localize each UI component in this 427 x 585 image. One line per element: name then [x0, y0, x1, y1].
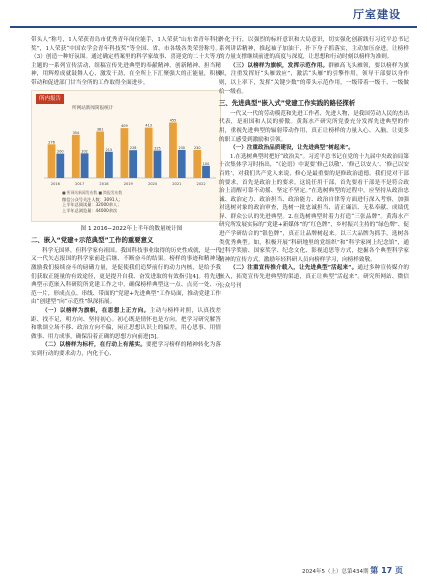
chart-title: 所网站新闻简报统计 [72, 105, 114, 111]
x-tick-label: 2016 [50, 181, 60, 186]
x-tick-label: 2021 [172, 181, 182, 186]
bar-value-label: 200 [57, 149, 64, 154]
paragraph-body: 通过多种宣传媒介的嵌入，拓宽宣传先进典型的渠道，真正让典型“活起来”。研究所网站、微信公众号刊 [219, 265, 409, 289]
bar-value-label: 276 [48, 139, 55, 144]
bar-news-2022 [193, 150, 201, 178]
right-column [219, 36, 409, 290]
figure-caption: 图 1 2016−2022年上半年的数量统计图 [80, 225, 183, 232]
bar-value-label: 230 [178, 145, 185, 150]
bar-news-2021 [169, 122, 177, 178]
figure-tag: 所内报告 [36, 94, 64, 105]
paragraph-body: 要把学习榜样的精神转化为落实到行动的要求动力，内化于心、 [31, 342, 221, 357]
chart-legend: ■ 所网站新闻发布数 ■ 简报发布数 [62, 189, 123, 195]
section-heading: 三、先进典型“嵌入式”党建工作实践的路径探析 [219, 99, 356, 108]
x-tick-label: 2020 [147, 181, 158, 186]
bar-news-2018 [96, 131, 104, 177]
bar-value-label: 202 [81, 148, 88, 153]
bar-briefing-2021 [178, 150, 186, 178]
bar-value-label: 225 [154, 146, 161, 151]
bar-value-label: 354 [72, 130, 80, 135]
bar-value-label: 413 [145, 123, 152, 128]
stat-line: 上半年总浏览量：44000余次 [62, 207, 118, 213]
paragraph-body: 群雁高飞头雁领，要以榜样为旗帜，注重发挥好“头雁效应”，激活“头雁”的引擎作用，领导干部要以身作则，以上率下，发挥“关键少数”的带头示范作用，一级带着一级干、一级做给一级看。 [219, 62, 409, 95]
bar-news-2017 [72, 134, 80, 177]
bar-briefing-2016 [56, 153, 64, 177]
paragraph: 科学无国界，但科学家有祖国。我国科技事业取得的历史性成就，是一代又一代矢志报国的科学家前赴后继、不断奋斗的结果。榜样的事迹和精神是激励我们接续奋斗的磅礴力量，是促使我们追梦前行的动力内核，是给予我们获取正能量的有效途径，更是提升自我、奋发进取的有效指引[4]。将先进典型示范嵌入科研院所党建工作之中，确保榜样典型这一点、点亮一处、示范一片，形成点点、串线、带面的“党建+先进典型”工作局面，推动党建工作由“创建型”向“示范性”纵深拓展。 [31, 247, 222, 306]
paragraph-lead: （三）以榜样为旗帜，发挥示范作用。 [230, 62, 329, 69]
page-footer [302, 565, 403, 576]
paragraph-lead: （一）注重政治品质建设，让先进典型“树起来”。 [230, 145, 354, 152]
x-tick-label: 2017 [75, 181, 85, 186]
issue-info: 2024年5（上）总第434期 [302, 569, 369, 575]
bar-briefing-2017 [81, 153, 89, 178]
bar-value-label: 228 [129, 145, 137, 150]
bar-value-label: 100 [202, 161, 210, 166]
section-title: 厅室建设 [353, 8, 401, 21]
paragraph [31, 341, 221, 358]
paragraph-body: 主动与榜样对照，认真找差距、找不足，明方向、坚持初心。初心既是情怀也是方向。把学习研究解答和歌颂立场不移、政治方向不偏，闲正思想认识上的偏差，用心思事、用情做事、用力成事，确保沿着正确的思想方向前进[5]。 [31, 307, 221, 340]
paragraph [31, 307, 221, 341]
bar-value-label: 455 [169, 118, 177, 123]
bar-briefing-2018 [105, 151, 113, 177]
bar-chart [36, 111, 218, 187]
page-number: 第 17 页 [370, 566, 403, 575]
bar-value-label: 215 [105, 147, 113, 152]
bar-news-2016 [48, 144, 56, 178]
paragraph: 带头人”称号，1人荣获青岛市优秀青年岗位能手，1人荣获“山东省青年科技奖”，1人荣获“中国农学会青年科技奖”等全国、省、市各级各类荣誉称号。（3）创造一种好氛围。通过确定档案里的科学家故事、喜迎党的二十大等方主题的一系列宣传活动，组稿宣传先进典型的奉献精神、创新精神、担当精神，用辉煌成就鼓舞人心、激发干劲，在全所上下汇聚强大的正能量，积极带动和促进部门甘当全所的工作取得全面进步。 [31, 37, 221, 86]
paragraph-lead: （二）以榜样为标杆，在行动上有落实。 [42, 342, 147, 349]
x-tick-label: 2019 [123, 181, 133, 186]
section-heading: 二、嵌入“党建+示范典型”工作的重要意义 [31, 236, 154, 245]
paragraph: 外化于行，以强烈的标杆意识和大局意识，切实强化创新践行习近平总书记系列讲话精神，推起袖子加油干，扑下身子抓落实，主动加压奋进，让榜样的力量支撑继续前进的高度与深度，让思想和行动时刻以榜样为准则。 [219, 37, 409, 61]
paragraph-lead: （二）注重宣传推介载入，让先进典型“活起来”。 [230, 265, 358, 272]
paragraph: 1.在选树典型时把好“政治关”。习近平总书记在党的十九届中央政治局第十次集体学习时指出，“《论语》中说要‘修己以敬’、‘修己以安人’、‘修己以安百姓’，对我们共产党人来说，修心是最重要的是修政治道德。我们党对干部的要求，首先是政治上的要求。这说任用干部，首先要看干部是不是符合政治上清醒可靠不动摇、坚定不坚定。”在选树典型的过程中，应坚持从政治忠诚、政治定力、政治担当、政治能力、政治自律等方面进行深入考察，加强对选树对象的政治审查，选树一批忠诚担当、清正廉洁、无私奉献、成绩优异、群众公认的先进典型。2.在选树典型时着力打造“三张品牌”。黄海水产研究所发展实际的“党建+新媒体”的“红色牌”，乡村振兴主持的“绿色牌”、促进产学研结合的“银色牌”，真正让品牌树起来。以三大品牌为抓手，选树各类优秀典型。如，积极开展“科研地里的党组织”和“科学家网上纪念馆”，通过科学奖励、国家奖学、纪念文化、影视追思等方式，挖掘各个典型科学家精神的宣传方式，激励年轻科研人员向榜样学习，向榜样致敬。 [219, 153, 409, 263]
stat-line: 微信公众号关注人数：3091人； [62, 196, 123, 202]
statistics-figure [31, 90, 221, 222]
paragraph: 一代又一代的劳动模范和先进工作者、先进人物，是我国劳动人民的杰出代表，是祖国和人民的骄傲。黄海水产研究所党委充分发挥先进典型的作用，重视先进典型的辐射带动作用，真正让榜样的力量入心、入脑，让更多的职工感受到激励和引领。 [219, 110, 410, 143]
x-tick-label: 2022 [196, 181, 206, 186]
header-rule [10, 26, 417, 28]
paragraph [219, 62, 409, 96]
bar-news-2020 [145, 127, 153, 177]
paragraph-lead: （一）以榜样为旗帜，在思想上正方向。 [42, 307, 150, 314]
bar-value-label: 409 [121, 123, 128, 128]
paragraph [219, 264, 409, 290]
bar-value-label: 381 [96, 127, 104, 132]
stat-line: 上半年总阅读量：32000余人； [62, 202, 122, 208]
bar-briefing-2022 [202, 165, 210, 177]
bar-value-label: 230 [194, 145, 201, 150]
figure-stats [62, 197, 123, 214]
bar-briefing-2020 [154, 150, 162, 177]
bar-briefing-2019 [129, 150, 137, 178]
left-column [31, 36, 221, 358]
bar-news-2019 [121, 128, 129, 178]
paragraph [219, 144, 409, 153]
x-tick-label: 2018 [99, 181, 109, 186]
